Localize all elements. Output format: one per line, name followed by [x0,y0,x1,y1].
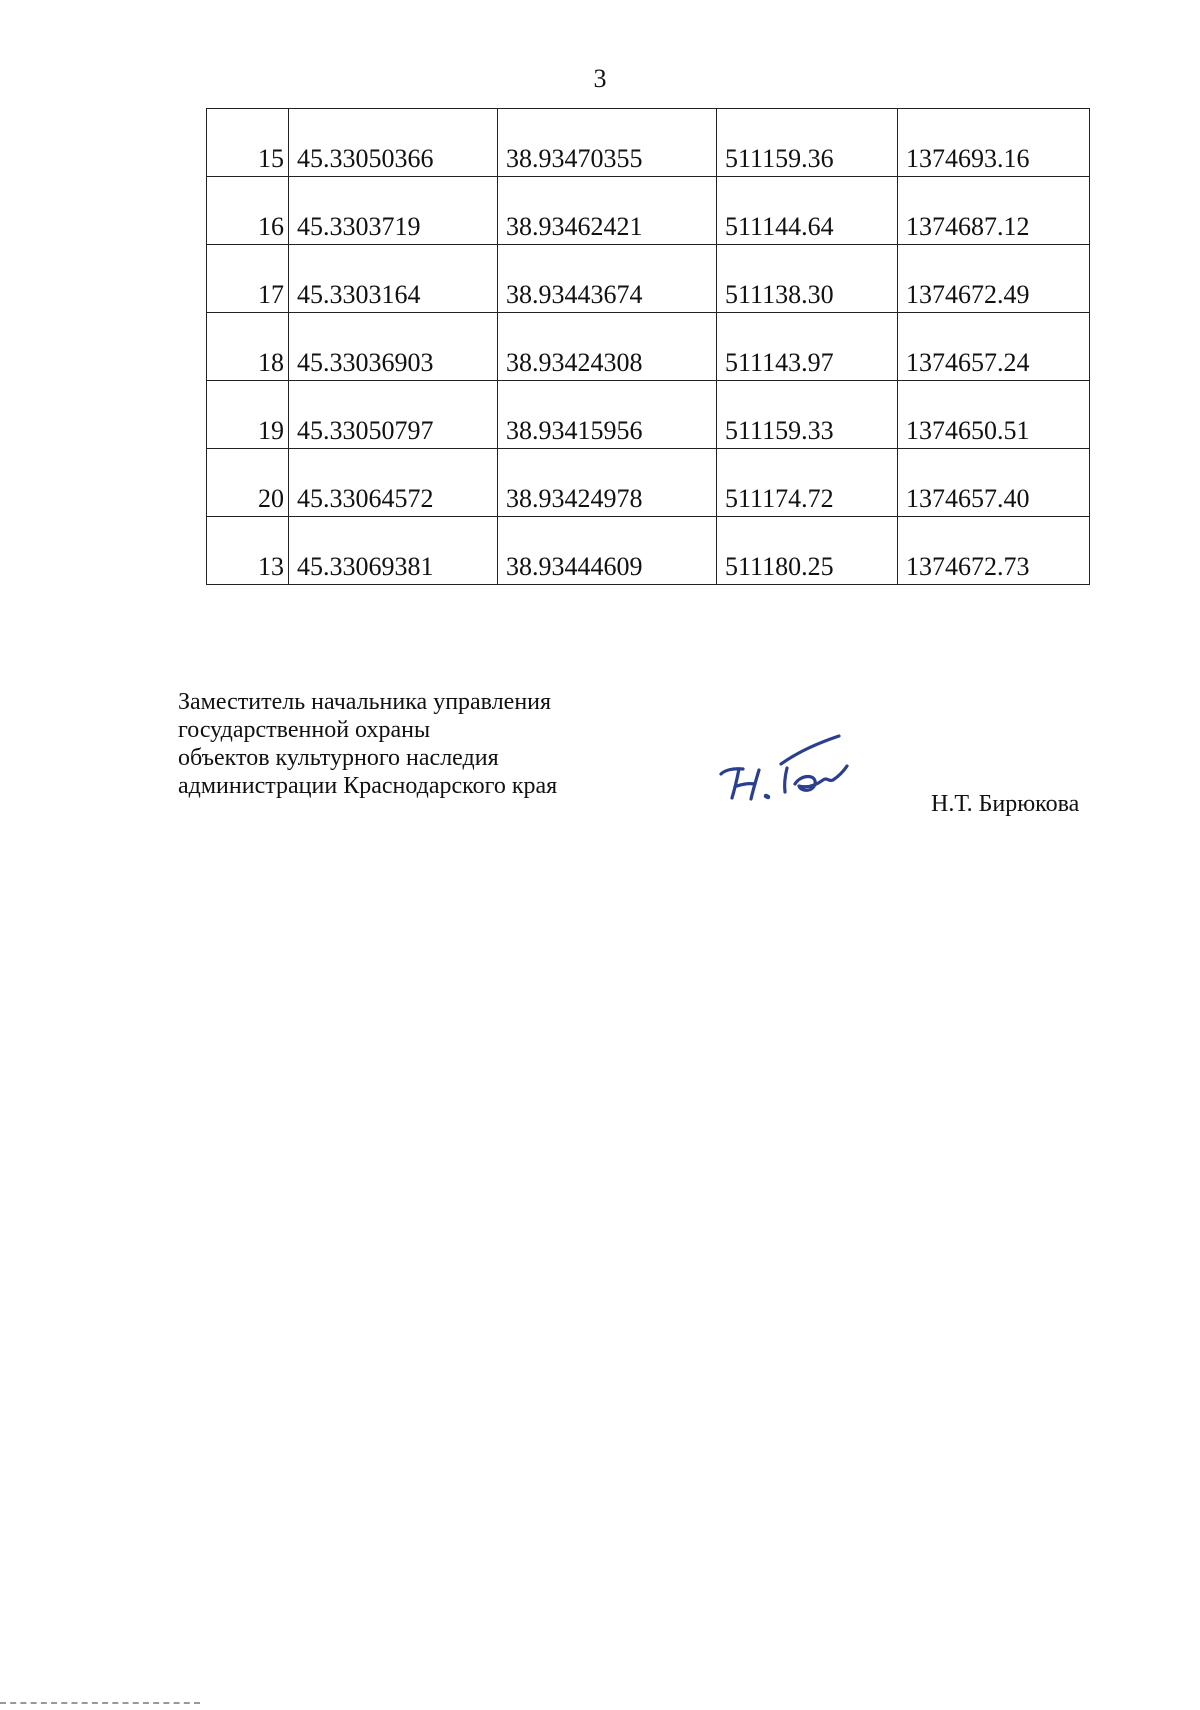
latitude-cell: 45.33050797 [289,381,498,449]
longitude-cell: 38.93470355 [498,109,717,177]
signature-stroke [795,766,847,790]
signature-stroke [785,768,787,792]
longitude-cell: 38.93424978 [498,449,717,517]
position-line: администрации Краснодарского края [178,773,558,799]
y-coordinate-cell: 1374693.16 [898,109,1090,177]
point-number-cell: 17 [207,245,289,313]
table-row [207,449,1090,517]
x-coordinate-cell: 511159.36 [717,109,898,177]
signature-stroke [781,736,839,764]
signature-stroke [766,796,768,797]
table-row [207,517,1090,585]
page-number: 3 [593,64,607,93]
longitude-cell: 38.93424308 [498,313,717,381]
position-line: объектов культурного наследия [178,745,499,771]
latitude-cell: 45.33069381 [289,517,498,585]
position-line: государственной охраны [178,717,431,743]
longitude-cell: 38.93415956 [498,381,717,449]
x-coordinate-cell: 511180.25 [717,517,898,585]
y-coordinate-cell: 1374672.49 [898,245,1090,313]
x-coordinate-cell: 511138.30 [717,245,898,313]
latitude-cell: 45.3303164 [289,245,498,313]
handwritten-signature [715,724,905,814]
latitude-cell: 45.33036903 [289,313,498,381]
signature-stroke [732,769,739,798]
signature-stroke [737,784,755,786]
point-number-cell: 20 [207,449,289,517]
table-row [207,245,1090,313]
point-number-cell: 19 [207,381,289,449]
longitude-cell: 38.93462421 [498,177,717,245]
y-coordinate-cell: 1374657.40 [898,449,1090,517]
point-number-cell: 18 [207,313,289,381]
y-coordinate-cell: 1374672.73 [898,517,1090,585]
x-coordinate-cell: 511174.72 [717,449,898,517]
y-coordinate-cell: 1374687.12 [898,177,1090,245]
point-number-cell: 16 [207,177,289,245]
latitude-cell: 45.33050366 [289,109,498,177]
scan-edge-line [0,1702,200,1704]
table-row [207,381,1090,449]
point-number-cell: 13 [207,517,289,585]
table-row [207,109,1090,177]
signature-strokes [721,736,847,799]
y-coordinate-cell: 1374650.51 [898,381,1090,449]
longitude-cell: 38.93444609 [498,517,717,585]
longitude-cell: 38.93443674 [498,245,717,313]
signer-name: Н.Т. Бирюкова [931,791,1080,817]
signatory-position [178,688,557,800]
latitude-cell: 45.33064572 [289,449,498,517]
x-coordinate-cell: 511143.97 [717,313,898,381]
point-number-cell: 15 [207,109,289,177]
x-coordinate-cell: 511144.64 [717,177,898,245]
coordinates-table [206,108,1090,585]
x-coordinate-cell: 511159.33 [717,381,898,449]
position-line: Заместитель начальника управления [178,689,552,715]
latitude-cell: 45.3303719 [289,177,498,245]
table-row [207,313,1090,381]
y-coordinate-cell: 1374657.24 [898,313,1090,381]
table-row [207,177,1090,245]
